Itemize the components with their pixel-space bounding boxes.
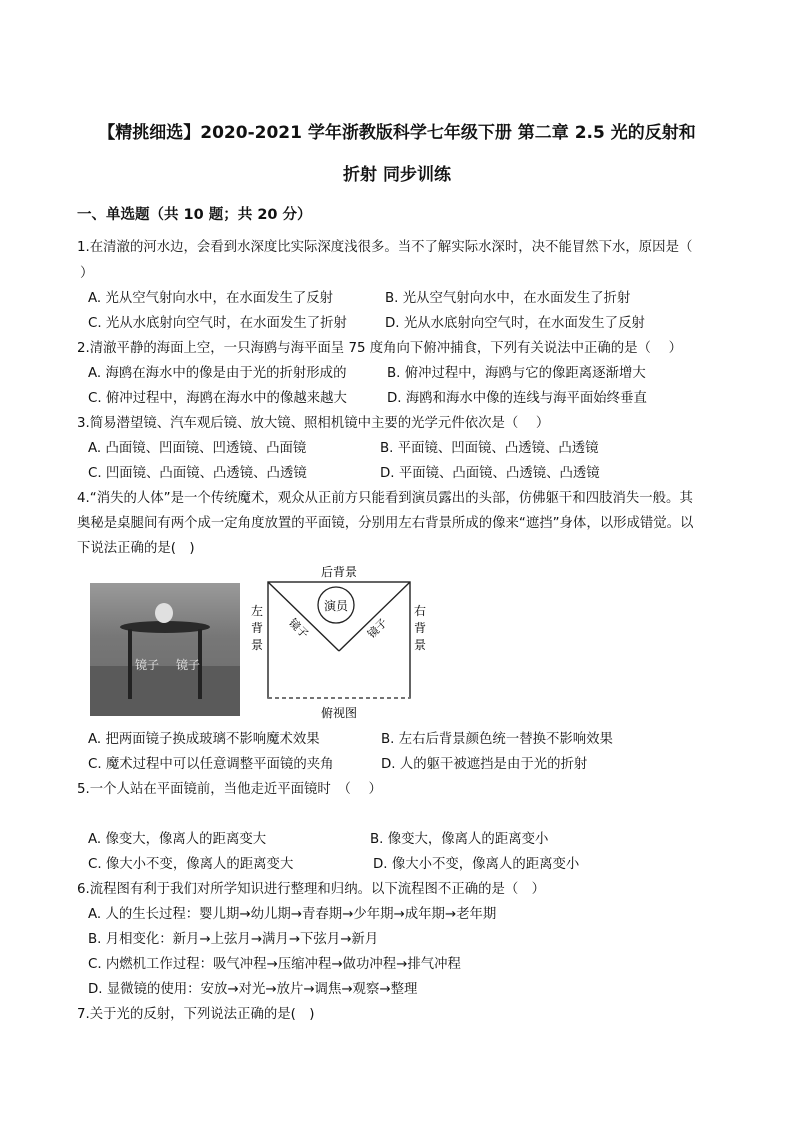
- q2-option-a: A. 海鸥在海水中的像是由于光的折射形成的: [88, 366, 347, 381]
- q5-option-c: C. 像大小不变，像离人的距离变大: [88, 857, 294, 872]
- q3-option-a: A. 凸面镜、凹面镜、凹透镜、凸面镜: [88, 441, 307, 456]
- photo-floor: [90, 666, 240, 716]
- left-bg-char-2: 背: [250, 621, 264, 635]
- q5-option-d: D. 像大小不变，像离人的距离变小: [373, 857, 580, 872]
- q4-stem: 4.“消失的人体”是一个传统魔术，观众从正前方只能看到演员露出的头部，仿佛躯干和四肢消失一般。其: [77, 491, 693, 506]
- q2-option-b: B. 俯冲过程中，海鸥与它的像距离逐渐增大: [387, 366, 646, 381]
- magic-trick-photo: [90, 583, 240, 716]
- document-title-line2: 折射 同步训练: [343, 165, 451, 185]
- q2-stem: 2.清澈平静的海面上空，一只海鸥与海平面呈 75 度角向下俯冲捕食，下列有关说法中正确的是（ ）: [77, 341, 682, 356]
- mirror-left-label: 镜子: [286, 616, 311, 641]
- q1-option-a: A. 光从空气射向水中，在水面发生了反射: [88, 291, 334, 306]
- q4-option-d: D. 人的躯干被遮挡是由于光的折射: [381, 757, 588, 772]
- q4-option-b: B. 左右后背景颜色统一替换不影响效果: [381, 732, 613, 747]
- q6-stem: 6.流程图有利于我们对所学知识进行整理和归纳。以下流程图不正确的是（ ）: [77, 882, 546, 897]
- q1-stem: 1.在清澈的河水边，会看到水深度比实际深度浅很多。当不了解实际水深时，决不能冒然下水，原因是（: [77, 240, 693, 255]
- q4-option-c: C. 魔术过程中可以任意调整平面镜的夹角: [88, 757, 334, 772]
- q1-option-c: C. 光从水底射向空气时，在水面发生了折射: [88, 316, 347, 331]
- q6-option-d: D. 显微镜的使用：安放→对光→放片→调焦→观察→整理: [88, 982, 418, 997]
- q1-option-b: B. 光从空气射向水中，在水面发生了折射: [385, 291, 631, 306]
- q6-option-c: C. 内燃机工作过程：吸气冲程→压缩冲程→做功冲程→排气冲程: [88, 957, 461, 972]
- q3-option-c: C. 凹面镜、凸面镜、凸透镜、凸透镜: [88, 466, 307, 481]
- q4-stem-cont: 奥秘是桌腿间有两个成一定角度放置的平面镜，分别用左右背景所成的像来“遮挡”身体，以形成错觉。以: [77, 516, 694, 531]
- document-title-line1: 【精挑细选】2020-2021 学年浙教版科学七年级下册 第二章 2.5 光的反射和: [98, 123, 696, 143]
- photo-mirror-label-left: 镜子: [135, 658, 160, 672]
- q1-stem-cont: ）: [80, 266, 94, 281]
- photo-actor-head: [155, 603, 173, 623]
- photo-table-leg: [128, 629, 132, 699]
- section-heading: 一、单选题（共 10 题；共 20 分）: [77, 207, 312, 223]
- q3-stem: 3.简易潜望镜、汽车观后镜、放大镜、照相机镜中主要的光学元件依次是（ ）: [77, 416, 550, 431]
- right-bg-char-1: 右: [413, 604, 427, 618]
- q6-option-b: B. 月相变化：新月→上弦月→满月→下弦月→新月: [88, 932, 379, 947]
- right-bg-char-3: 景: [413, 638, 427, 652]
- left-bg-char-3: 景: [250, 638, 264, 652]
- photo-mirror-label-right: 镜子: [176, 658, 201, 672]
- q2-option-d: D. 海鸥和海水中像的连线与海平面始终垂直: [387, 391, 647, 406]
- q6-option-a: A. 人的生长过程：婴儿期→幼儿期→青春期→少年期→成年期→老年期: [88, 907, 497, 922]
- back-background-label: 后背景: [320, 565, 358, 579]
- mirror-right-label: 镜子: [365, 616, 390, 641]
- q2-option-c: C. 俯冲过程中，海鸥在海水中的像越来越大: [88, 391, 347, 406]
- q5-stem: 5.一个人站在平面镜前，当他走近平面镜时 （ ）: [77, 782, 382, 797]
- q1-option-d: D. 光从水底射向空气时，在水面发生了反射: [385, 316, 645, 331]
- actor-label: 演员: [323, 599, 349, 613]
- top-view-diagram: [250, 565, 428, 725]
- left-bg-char-1: 左: [250, 604, 264, 618]
- q3-option-b: B. 平面镜、凹面镜、凸透镜、凸透镜: [380, 441, 599, 456]
- q5-option-a: A. 像变大，像离人的距离变大: [88, 832, 267, 847]
- right-bg-char-2: 背: [413, 621, 427, 635]
- diagram-caption: 俯视图: [320, 706, 358, 720]
- q4-option-a: A. 把两面镜子换成玻璃不影响魔术效果: [88, 732, 320, 747]
- q7-stem: 7.关于光的反射，下列说法正确的是( ): [77, 1007, 315, 1022]
- q5-option-b: B. 像变大，像离人的距离变小: [370, 832, 549, 847]
- q3-option-d: D. 平面镜、凸面镜、凸透镜、凸透镜: [380, 466, 600, 481]
- q4-stem-end: 下说法正确的是( ): [77, 541, 195, 556]
